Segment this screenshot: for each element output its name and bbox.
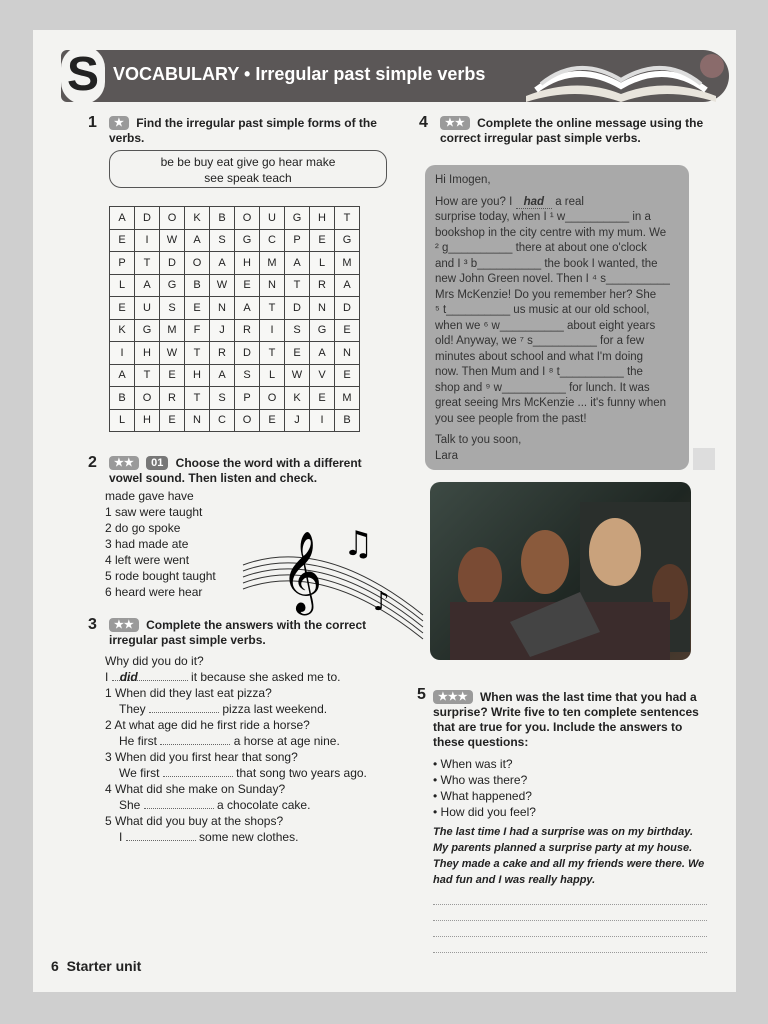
writing-line[interactable]: [433, 952, 707, 953]
exercise-2-instruction: ★★ 01 Choose the word with a different vowel sound. Then listen and check.: [109, 456, 362, 485]
question-item: • How did you feel?: [433, 805, 536, 819]
classroom-photo: [430, 482, 691, 660]
star-rating: ★★: [440, 116, 470, 130]
grid-row: [110, 319, 360, 342]
answer-input[interactable]: [144, 797, 214, 809]
grid-cell[interactable]: A: [285, 252, 310, 275]
svg-text:♪: ♪: [373, 587, 390, 617]
grid-cell[interactable]: A: [210, 252, 235, 275]
exercise-2-number: 2: [88, 454, 97, 471]
answer-input[interactable]: [126, 829, 196, 841]
exercise-2-list: [105, 488, 216, 600]
grid-cell[interactable]: E: [185, 297, 210, 320]
grid-cell[interactable]: E: [110, 229, 135, 252]
grid-cell[interactable]: E: [310, 229, 335, 252]
grid-cell[interactable]: O: [160, 207, 185, 230]
grid-cell[interactable]: T: [260, 342, 285, 365]
exercise-3-number: 3: [88, 616, 97, 633]
grid-cell[interactable]: D: [335, 297, 360, 320]
grid-cell[interactable]: D: [160, 252, 185, 275]
avatar: [693, 448, 715, 470]
grid-row: [110, 364, 360, 387]
grid-cell[interactable]: H: [135, 342, 160, 365]
grid-cell[interactable]: R: [235, 319, 260, 342]
grid-cell[interactable]: D: [135, 207, 160, 230]
grid-cell[interactable]: G: [135, 319, 160, 342]
grid-cell[interactable]: E: [310, 387, 335, 410]
exercise-4-instruction: ★★ Complete the online message using the correct irregular past simple verbs.: [440, 116, 704, 145]
grid-cell[interactable]: A: [235, 297, 260, 320]
grid-row: [110, 274, 360, 297]
grid-cell[interactable]: E: [110, 297, 135, 320]
grid-cell[interactable]: T: [285, 274, 310, 297]
grid-cell[interactable]: E: [160, 364, 185, 387]
star-rating: ★: [109, 116, 129, 130]
grid-cell[interactable]: O: [235, 409, 260, 432]
exercise-2-item: 3 had made ate: [105, 537, 189, 551]
grid-cell[interactable]: G: [335, 229, 360, 252]
grid-row: [110, 387, 360, 410]
grid-cell[interactable]: I: [260, 319, 285, 342]
exercise-2-item: 4 left were went: [105, 553, 190, 567]
grid-cell[interactable]: E: [285, 342, 310, 365]
answer-input[interactable]: [160, 733, 230, 745]
section-header: [61, 50, 729, 102]
grid-cell[interactable]: J: [210, 319, 235, 342]
grid-cell[interactable]: P: [235, 387, 260, 410]
sample-answer: The last time I had a surprise was on my birthday. My parents planned a surprise party at my house. They made a cake and all my friends were there. We had fun and I was really happy.: [433, 826, 705, 886]
grid-cell[interactable]: W: [285, 364, 310, 387]
grid-cell[interactable]: P: [285, 229, 310, 252]
grid-cell[interactable]: N: [260, 274, 285, 297]
grid-cell[interactable]: S: [210, 387, 235, 410]
exercise-3-instruction: ★★ Complete the answers with the correct irregular past simple verbs.: [109, 618, 367, 647]
grid-cell[interactable]: E: [335, 319, 360, 342]
grid-row: [110, 252, 360, 275]
grid-cell[interactable]: H: [135, 409, 160, 432]
answer-input[interactable]: [163, 765, 233, 777]
writing-line[interactable]: [433, 904, 707, 905]
exercise-2-item: 6 heard were hear: [105, 585, 203, 599]
grid-cell[interactable]: A: [185, 229, 210, 252]
page-footer: 6 Starter unit: [51, 958, 142, 974]
grid-cell[interactable]: M: [335, 252, 360, 275]
question-list: [433, 756, 536, 820]
grid-cell[interactable]: G: [285, 207, 310, 230]
grid-cell[interactable]: N: [210, 297, 235, 320]
grid-cell[interactable]: C: [260, 229, 285, 252]
grid-cell[interactable]: S: [285, 319, 310, 342]
writing-line[interactable]: [433, 936, 707, 937]
grid-cell[interactable]: R: [310, 274, 335, 297]
grid-cell[interactable]: R: [160, 387, 185, 410]
exercise-3-list: Why did you do it? I did it because she asked me to. 1 When did they last eat pizza? They pizza last weekend. 2 At what age did he first ride a horse? He first a horse at age nine. 3 When did you first hear that song? We first that song two years ago. 4 What did she make on Sunday? She a chocolate cake. 5 What did you buy at the shops? I some new clothes.: [105, 654, 367, 844]
grid-cell[interactable]: L: [310, 252, 335, 275]
grid-cell[interactable]: T: [135, 364, 160, 387]
online-message: Hi Imogen, How are you? I had a real surprise today, when I ¹ w__________ in a bookshop in the city centre with my mum. We ² g__________ there at about one o'clock and I ³ b__________ the book I wanted, the new John Green novel. Then I ⁴ s__________ Mrs McKenzie! Do you remember her? She ⁵ t__________ us music at our old school, when we ⁶ w__________ about eight years old! Anyway, we ⁷ s__________ for a few minutes about school and what I'm doing now. Then Mum and I ⁸ t__________ the shop and ⁹ w__________ for lunch. It was great seeing Mrs McKenzie ... it's funny when you see people from the past! Talk to you soon, Lara: [425, 165, 689, 470]
star-rating: ★★★: [433, 690, 473, 704]
question-item: • What happened?: [433, 789, 532, 803]
grid-cell[interactable]: F: [185, 319, 210, 342]
grid-cell[interactable]: L: [110, 409, 135, 432]
exercise-1-number: 1: [88, 114, 97, 131]
grid-cell[interactable]: W: [160, 229, 185, 252]
grid-cell[interactable]: G: [160, 274, 185, 297]
grid-cell[interactable]: P: [110, 252, 135, 275]
grid-cell[interactable]: D: [235, 342, 260, 365]
grid-cell[interactable]: L: [110, 274, 135, 297]
question-item: • Who was there?: [433, 773, 528, 787]
exercise-2-item: 5 rode bought taught: [105, 569, 216, 583]
grid-cell[interactable]: J: [285, 409, 310, 432]
answer-input[interactable]: [149, 701, 219, 713]
grid-cell[interactable]: H: [185, 364, 210, 387]
grid-cell[interactable]: O: [135, 387, 160, 410]
grid-cell[interactable]: I: [310, 409, 335, 432]
grid-cell[interactable]: H: [235, 252, 260, 275]
grid-cell[interactable]: D: [285, 297, 310, 320]
svg-text:♫: ♫: [343, 524, 374, 564]
grid-cell[interactable]: M: [335, 387, 360, 410]
exercise-5-number: 5: [417, 686, 426, 703]
exercise-1-instruction: ★ Find the irregular past simple forms of the verbs.: [109, 116, 377, 145]
grid-cell[interactable]: A: [110, 207, 135, 230]
audio-track-icon[interactable]: 01: [146, 456, 168, 470]
grid-cell[interactable]: S: [210, 229, 235, 252]
grid-cell[interactable]: C: [210, 409, 235, 432]
grid-row: [110, 409, 360, 432]
grid-cell[interactable]: N: [335, 342, 360, 365]
grid-cell[interactable]: B: [110, 387, 135, 410]
grid-cell[interactable]: E: [335, 364, 360, 387]
grid-cell[interactable]: I: [135, 229, 160, 252]
grid-cell[interactable]: K: [185, 207, 210, 230]
grid-cell[interactable]: M: [160, 319, 185, 342]
exercise-2-item: 1 saw were taught: [105, 505, 203, 519]
exercise-2-example: made gave have: [105, 489, 194, 503]
grid-cell[interactable]: V: [310, 364, 335, 387]
section-title: VOCABULARY • Irregular past simple verbs: [113, 64, 486, 84]
grid-cell[interactable]: U: [260, 207, 285, 230]
grid-cell[interactable]: W: [160, 342, 185, 365]
section-badge: S: [61, 46, 105, 104]
word-box: be be buy eat give go hear make see speak teach: [109, 150, 387, 188]
exercise-2-item: 2 do go spoke: [105, 521, 181, 535]
grid-cell[interactable]: A: [335, 274, 360, 297]
grid-cell[interactable]: H: [310, 207, 335, 230]
grid-cell[interactable]: A: [110, 364, 135, 387]
grid-cell[interactable]: S: [235, 364, 260, 387]
grid-cell[interactable]: E: [160, 409, 185, 432]
writing-line[interactable]: [433, 920, 707, 921]
grid-cell[interactable]: S: [160, 297, 185, 320]
exercise-5-instruction: ★★★ When was the last time that you had a surprise? Write five to ten complete sentences that are true for you. Include the answers to these questions:: [433, 690, 699, 749]
grid-cell[interactable]: M: [260, 252, 285, 275]
grid-cell[interactable]: I: [110, 342, 135, 365]
grid-cell[interactable]: O: [260, 387, 285, 410]
grid-cell[interactable]: G: [235, 229, 260, 252]
svg-text:𝄞: 𝄞: [281, 530, 323, 612]
star-rating: ★★: [109, 456, 139, 470]
grid-cell[interactable]: A: [210, 364, 235, 387]
grid-cell[interactable]: N: [310, 297, 335, 320]
grid-cell[interactable]: T: [260, 297, 285, 320]
grid-cell[interactable]: O: [185, 252, 210, 275]
grid-cell[interactable]: G: [310, 319, 335, 342]
grid-cell[interactable]: N: [185, 409, 210, 432]
grid-row: [110, 229, 360, 252]
star-rating: ★★: [109, 618, 139, 632]
exercise-4-number: 4: [419, 114, 428, 131]
grid-cell[interactable]: T: [185, 387, 210, 410]
grid-cell[interactable]: A: [310, 342, 335, 365]
grid-cell[interactable]: B: [210, 207, 235, 230]
grid-cell[interactable]: B: [335, 409, 360, 432]
grid-cell[interactable]: T: [185, 342, 210, 365]
grid-cell[interactable]: T: [335, 207, 360, 230]
grid-cell[interactable]: L: [260, 364, 285, 387]
grid-row: [110, 342, 360, 365]
grid-cell[interactable]: W: [210, 274, 235, 297]
grid-cell[interactable]: B: [185, 274, 210, 297]
grid-cell[interactable]: K: [285, 387, 310, 410]
grid-cell[interactable]: U: [135, 297, 160, 320]
grid-cell[interactable]: O: [235, 207, 260, 230]
question-item: • When was it?: [433, 757, 513, 771]
grid-cell[interactable]: E: [235, 274, 260, 297]
workbook-page: [33, 30, 736, 992]
open-book-icon: [516, 46, 726, 104]
word-search-grid[interactable]: [109, 206, 360, 432]
grid-cell[interactable]: A: [135, 274, 160, 297]
grid-row: [110, 207, 360, 230]
grid-cell[interactable]: K: [110, 319, 135, 342]
grid-cell[interactable]: E: [260, 409, 285, 432]
grid-cell[interactable]: R: [210, 342, 235, 365]
grid-cell[interactable]: T: [135, 252, 160, 275]
grid-row: [110, 297, 360, 320]
